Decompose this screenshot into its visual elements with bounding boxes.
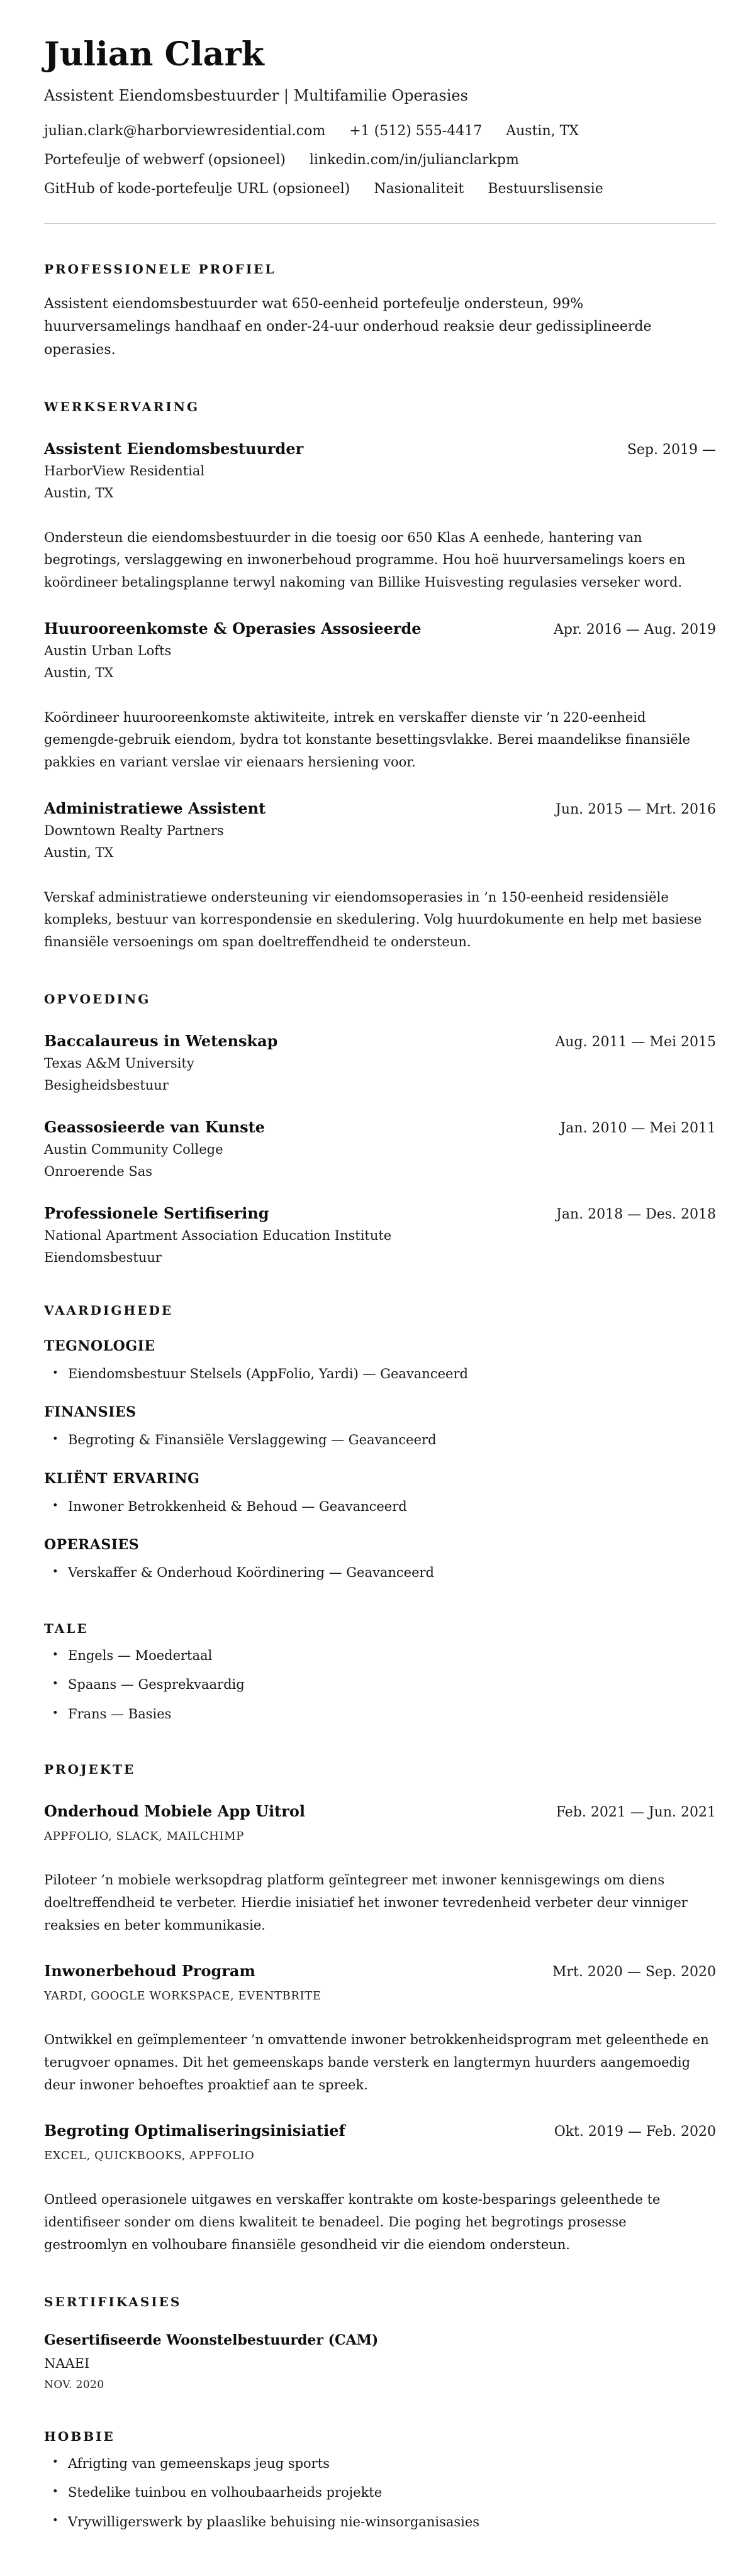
job-description: Ondersteun die eiendomsbestuurder in die toesig oor 650 Klas A eenhede, hantering van begrotings, verslaggewing en inwonerbehoud programme. Hou hoë huurversamelings koers en koördineer betalingsplanne terwyl nakoming van Billike Huisvesting regulasies verseker word. <box>44 529 686 590</box>
field-of-study: Besigheidsbestuur <box>44 1077 169 1093</box>
section-label: WERKSERVARING <box>44 399 200 414</box>
project-tools: YARDI, GOOGLE WORKSPACE, EVENTBRITE <box>44 1989 322 2003</box>
section-experience <box>44 399 716 954</box>
project-entry-head <box>44 1962 716 1980</box>
skill-item: • Inwoner Betrokkenheid & Behoud — Geavanceerd <box>44 1497 716 1517</box>
job-description: Koördineer huurooreenkomste aktiwiteite, intrek en verskaffer dienste vir ’n 220-eenheid gemengde-gebruik eiendom, bydra tot konstante besettingsvlakke. Berei maandelikse finansiële pakkies en variant verslae vir eienaars hersiening voor. <box>44 709 690 770</box>
skill-item: • Verskaffer & Onderhoud Koördinering — Geavanceerd <box>44 1563 716 1583</box>
hobby-list <box>44 2454 716 2533</box>
school-name: Austin Community College <box>44 1141 223 1157</box>
contact-github: GitHub of kode-portefeulje URL (opsioneel) <box>44 181 350 197</box>
skill-list <box>44 1563 716 1583</box>
job-entry <box>44 799 716 954</box>
project-dates: Mrt. 2020 — Sep. 2020 <box>552 1964 716 1981</box>
skill-list <box>44 1364 716 1385</box>
language-item: • Engels — Moedertaal <box>44 1646 716 1666</box>
skill-group <box>44 1537 716 1583</box>
project-description: Ontwikkel en geïmplementeer ’n omvattende inwoner betrokkenheidsprogram met geleenthede en terugvoer opnames. Dit het gemeenskaps bande versterk en langtermyn huurders aangemoedig deur inwoner behoeftes proaktief aan te spreek. <box>44 2032 709 2092</box>
contact-row <box>44 152 716 168</box>
contact-nationality: Nasionaliteit <box>374 181 464 197</box>
skill-group-name: TEGNOLOGIE <box>44 1337 155 1354</box>
section-label: OPVOEDING <box>44 991 151 1007</box>
section-certifications <box>44 2294 716 2391</box>
job-company: Downtown Realty Partners <box>44 822 224 838</box>
school-name: Texas A&M University <box>44 1055 194 1071</box>
job-dates: Jun. 2015 — Mrt. 2016 <box>556 801 716 817</box>
job-title: Administratiewe Assistent <box>44 799 266 817</box>
job-title: Huurooreenkomste & Operasies Assosieerde <box>44 619 422 638</box>
section-education <box>44 992 716 1265</box>
job-location: Austin, TX <box>44 844 114 860</box>
project-tools: EXCEL, QUICKBOOKS, APPFOLIO <box>44 2149 255 2163</box>
candidate-title: Assistent Eiendomsbestuurder | Multifamilie Operasies <box>44 87 468 105</box>
education-dates: Aug. 2011 — Mei 2015 <box>555 1034 716 1050</box>
project-entry-head <box>44 1802 716 1820</box>
skill-group-name: OPERASIES <box>44 1537 140 1554</box>
section-projects <box>44 1762 716 2256</box>
section-label: HOBBIE <box>44 2428 115 2444</box>
education-entry <box>44 1118 716 1179</box>
skill-list <box>44 1430 716 1451</box>
project-dates: Okt. 2019 — Feb. 2020 <box>554 2124 716 2140</box>
skill-group <box>44 1338 716 1385</box>
project-tools: APPFOLIO, SLACK, MAILCHIMP <box>44 1830 244 1844</box>
education-entry-head <box>44 1118 716 1136</box>
section-label: PROJEKTE <box>44 1762 136 1777</box>
project-title: Onderhoud Mobiele App Uitrol <box>44 1802 306 1821</box>
contact-block <box>44 123 716 197</box>
section-skills <box>44 1303 716 1583</box>
job-entry <box>44 619 716 774</box>
contact-portfolio: Portefeulje of webwerf (opsioneel) <box>44 152 286 169</box>
education-dates: Jan. 2010 — Mei 2011 <box>560 1120 716 1136</box>
skill-group <box>44 1404 716 1451</box>
job-company: Austin Urban Lofts <box>44 643 172 658</box>
job-dates: Apr. 2016 — Aug. 2019 <box>553 621 716 638</box>
field-of-study: Eiendomsbestuur <box>44 1249 162 1265</box>
hobby-item: • Stedelike tuinbou en volhoubaarheids projekte <box>44 2483 716 2503</box>
contact-linkedin: linkedin.com/in/julianclarkpm <box>309 152 519 169</box>
hobby-item: • Afrigting van gemeenskaps jeug sports <box>44 2454 716 2474</box>
project-description: Ontleed operasionele uitgawes en verskaffer kontrakte om koste-besparings geleenthede te identifiseer sonder om diens kwaliteit te benadeel. Die poging het begrotings prosesse gestroomlyn en volhoubare finansiële gesondheid vir die eiendom ondersteun. <box>44 2192 661 2252</box>
project-entry <box>44 1802 716 1937</box>
project-entry <box>44 2121 716 2256</box>
education-entry <box>44 1032 716 1093</box>
project-description: Piloteer ’n mobiele werksopdrag platform geïntegreer met inwoner kennisgewings om diens doeltreffendheid te verbeter. Hierdie inisiatief het inwoner tevredenheid verbeter deur vinniger reaksies en beter kommunikasie. <box>44 1872 688 1933</box>
project-title: Begroting Optimaliseringsinisiatief <box>44 2121 345 2140</box>
section-profile <box>44 262 716 361</box>
profile-summary: Assistent eiendomsbestuurder wat 650-eenheid portefeulje ondersteun, 99% huurversamelings handhaaf en onder-24-uur onderhoud reaksie deur gedissiplineerde operasies. <box>44 296 652 358</box>
degree-title: Professionele Sertifisering <box>44 1203 269 1222</box>
job-dates: Sep. 2019 — <box>627 441 716 458</box>
project-title: Inwonerbehoud Program <box>44 1962 255 1981</box>
skill-list <box>44 1497 716 1517</box>
section-label: TALE <box>44 1620 89 1636</box>
contact-phone: +1 (512) 555-4417 <box>349 123 483 140</box>
field-of-study: Onroerende Sas <box>44 1163 153 1179</box>
certification-name: Gesertifiseerde Woonstelbestuurder (CAM) <box>44 2331 379 2348</box>
job-description: Verskaf administratiewe ondersteuning vir eiendomsoperasies in ’n 150-eenheid residensiële kompleks, bestuur van korrespondensie en skedulering. Volg huurdokumente en help met basiese finansiële versoenings om span doeltreffendheid te ondersteun. <box>44 889 702 950</box>
contact-row <box>44 123 716 139</box>
skill-item: • Begroting & Finansiële Verslaggewing — Geavanceerd <box>44 1430 716 1451</box>
language-item: • Frans — Basies <box>44 1705 716 1725</box>
header-divider <box>44 223 716 224</box>
section-label: VAARDIGHEDE <box>44 1302 174 1318</box>
certification-entry <box>44 2332 716 2391</box>
job-entry-head <box>44 439 716 458</box>
language-item: • Spaans — Gesprekvaardig <box>44 1675 716 1695</box>
degree-title: Geassosieerde van Kunste <box>44 1117 265 1136</box>
education-entry <box>44 1204 716 1265</box>
section-label: SERTIFIKASIES <box>44 2294 182 2309</box>
job-entry-head <box>44 619 716 638</box>
job-company: HarborView Residential <box>44 463 205 478</box>
certification-date: NOV. 2020 <box>44 2378 104 2391</box>
project-entry-head <box>44 2121 716 2140</box>
language-list <box>44 1646 716 1725</box>
skill-group-name: KLIËNT ERVARING <box>44 1470 200 1487</box>
job-location: Austin, TX <box>44 485 114 500</box>
section-label: PROFESSIONELE PROFIEL <box>44 262 276 277</box>
education-entry-head <box>44 1204 716 1222</box>
education-entry-head <box>44 1032 716 1050</box>
contact-email: julian.clark@harborviewresidential.com <box>44 123 326 140</box>
contact-license: Bestuurslisensie <box>488 181 603 197</box>
skill-group <box>44 1471 716 1517</box>
contact-row <box>44 181 716 197</box>
school-name: National Apartment Association Education Institute <box>44 1227 392 1243</box>
education-dates: Jan. 2018 — Des. 2018 <box>556 1206 716 1222</box>
job-location: Austin, TX <box>44 665 114 680</box>
job-entry-head <box>44 799 716 817</box>
degree-title: Baccalaureus in Wetenskap <box>44 1031 278 1050</box>
candidate-name: Julian Clark <box>44 35 264 74</box>
skill-item: • Eiendomsbestuur Stelsels (AppFolio, Yardi) — Geavanceerd <box>44 1364 716 1385</box>
certification-issuer: NAAEI <box>44 2355 90 2371</box>
job-title: Assistent Eiendomsbestuurder <box>44 439 304 458</box>
hobby-item: • Vrywilligerswerk by plaaslike behuising nie-winsorganisasies <box>44 2512 716 2533</box>
section-languages <box>44 1621 716 1725</box>
skill-group-name: FINANSIES <box>44 1404 137 1421</box>
contact-location: Austin, TX <box>506 123 579 140</box>
project-dates: Feb. 2021 — Jun. 2021 <box>556 1805 716 1821</box>
project-entry <box>44 1962 716 2096</box>
resume-header <box>44 35 716 224</box>
job-entry <box>44 439 716 594</box>
